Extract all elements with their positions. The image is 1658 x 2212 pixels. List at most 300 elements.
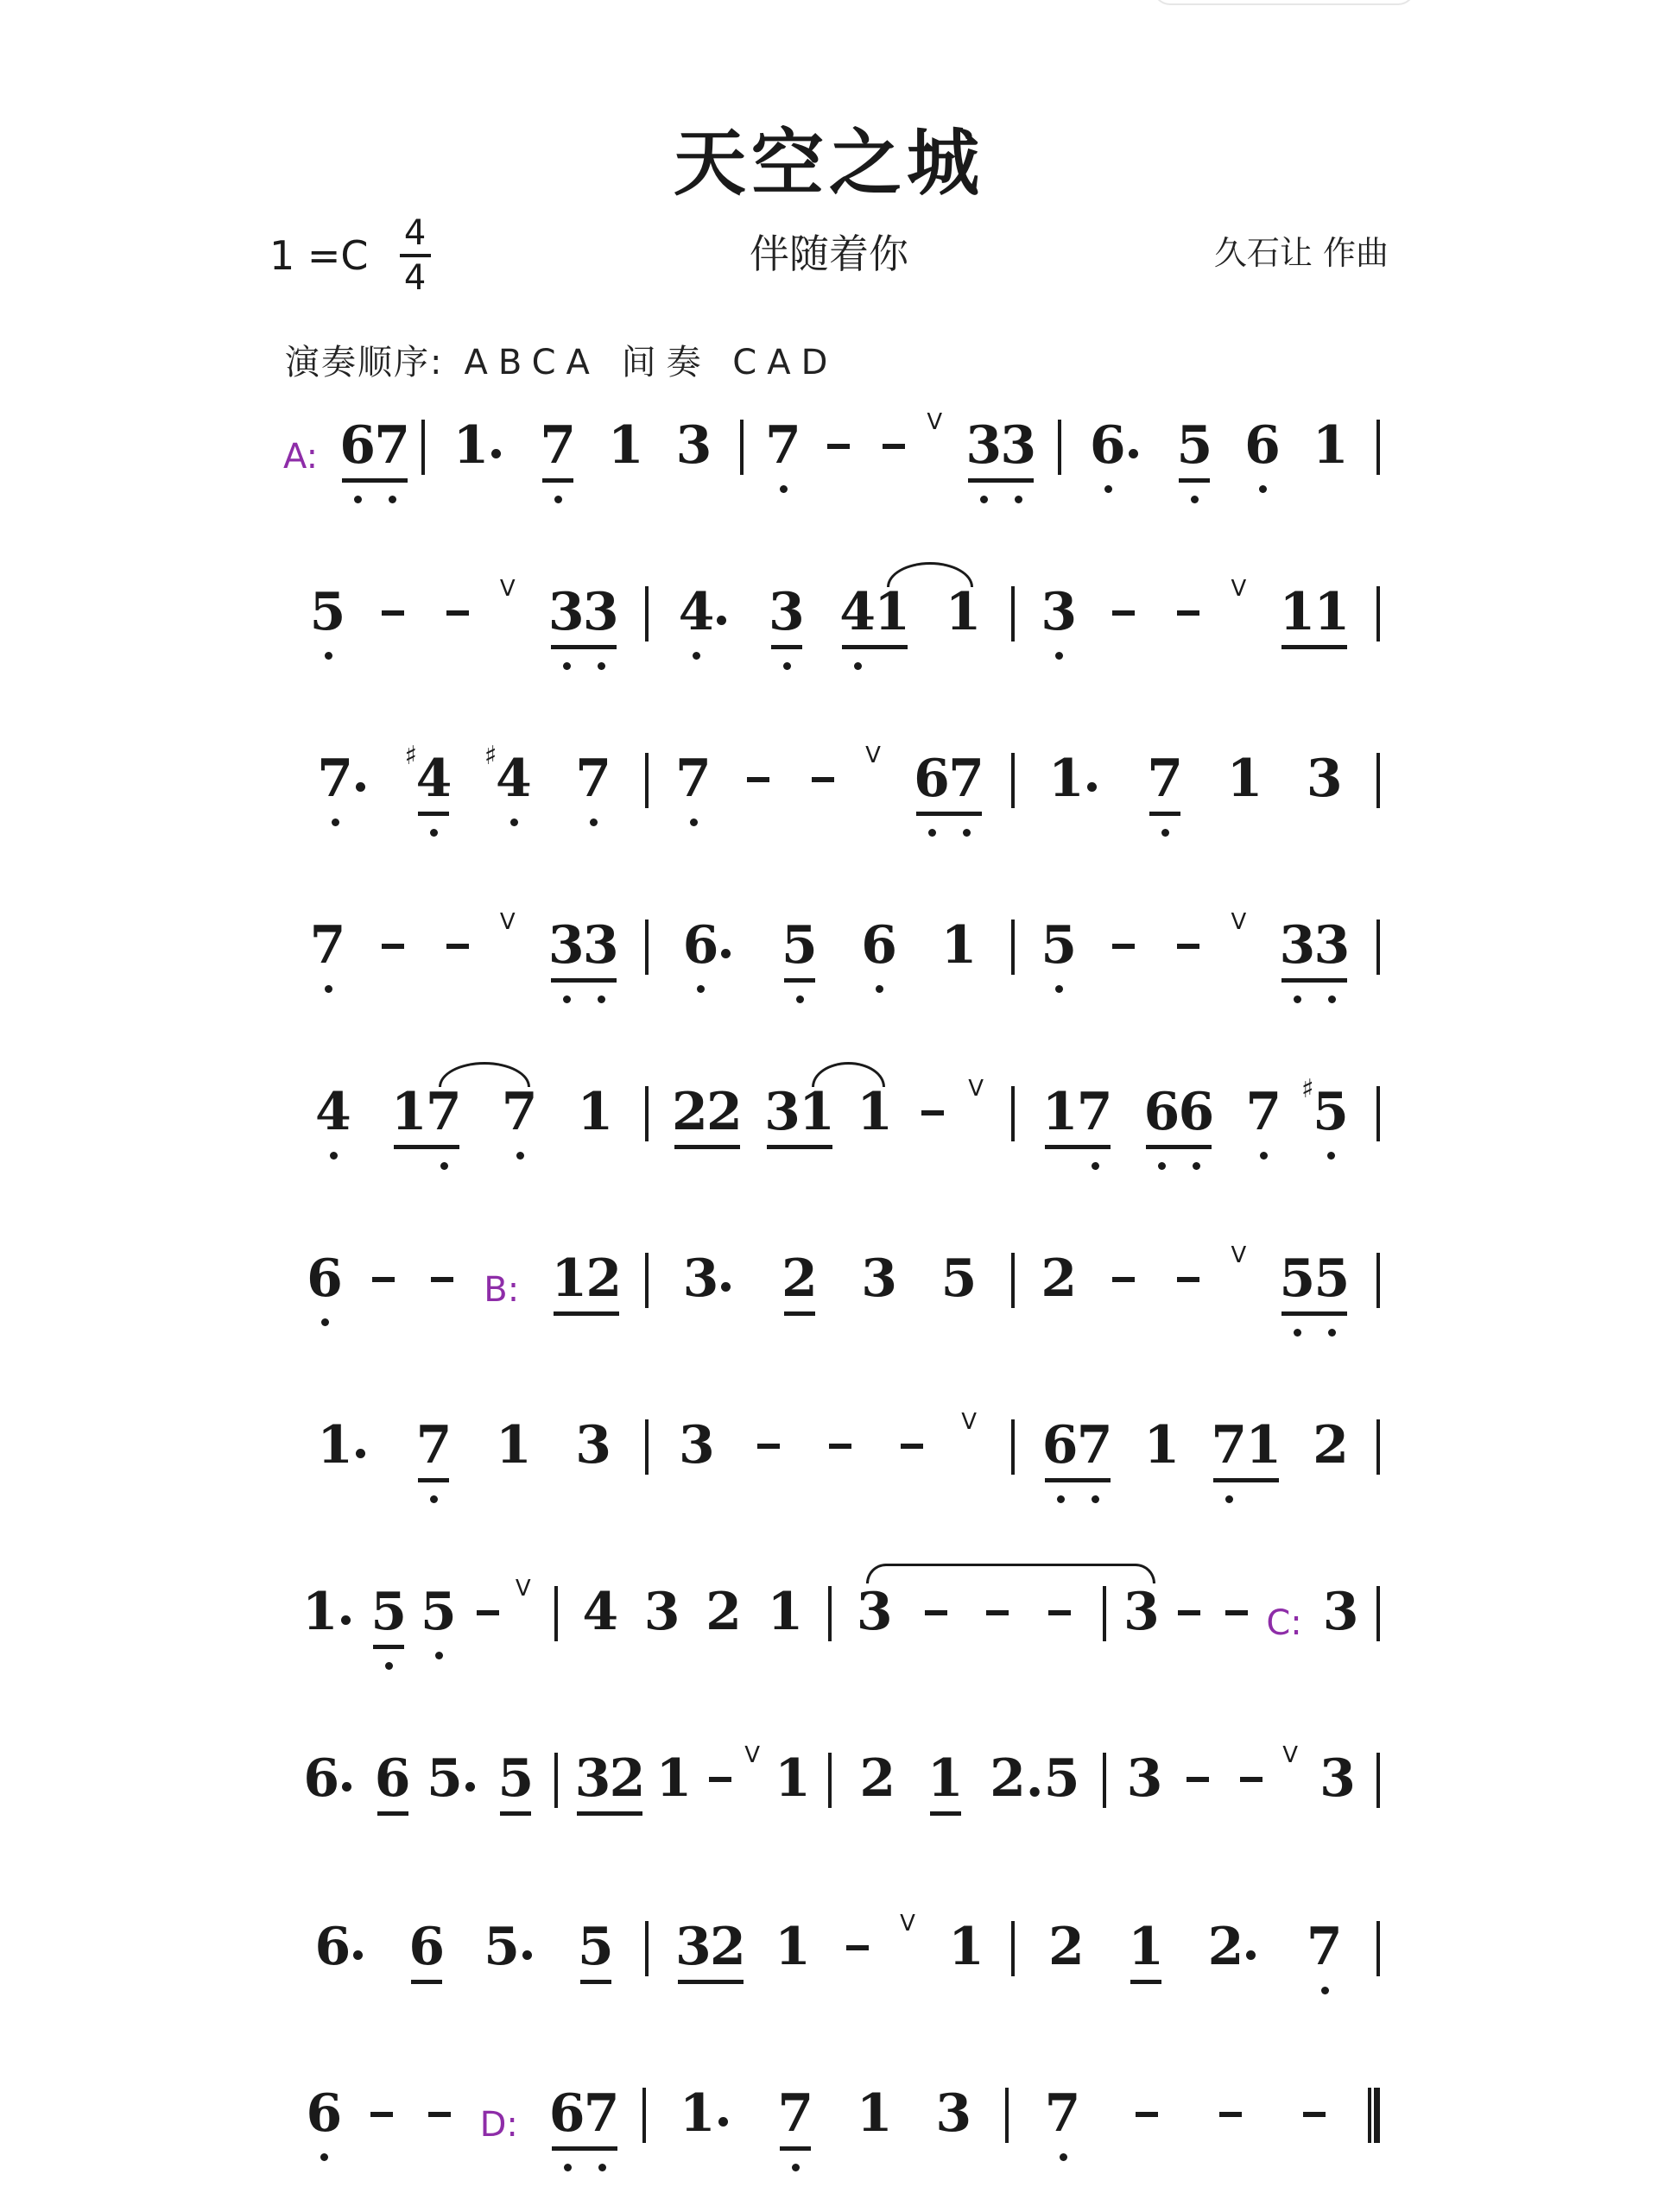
lower-octave-dot: [320, 2153, 328, 2161]
note: [857, 1581, 892, 1643]
measure: [1015, 1916, 1376, 2045]
note-number: 1: [948, 1917, 984, 1977]
duration-dash: [471, 1581, 505, 1615]
duration-dash: [440, 914, 475, 949]
breath-mark-icon: V: [865, 743, 881, 768]
beamed-group: [409, 1916, 444, 1978]
duration-dash: [1180, 1747, 1215, 1782]
note: [1144, 1414, 1179, 1476]
lower-octave-dot: [1092, 1162, 1099, 1170]
lower-octave-dot: [1015, 496, 1022, 503]
note-number: 5: [420, 1582, 457, 1642]
score-line: [283, 2082, 1380, 2212]
section-label: B:: [484, 1270, 520, 1310]
barline: [1376, 1586, 1380, 1641]
note: [552, 1248, 586, 1310]
measure: [744, 409, 1059, 544]
beamed-group: [579, 1916, 613, 1978]
note: [857, 1081, 892, 1143]
beamed-group: [1043, 1081, 1112, 1143]
note: [862, 1248, 896, 1310]
lower-octave-dot: [1259, 485, 1267, 493]
note: [1041, 914, 1076, 976]
top-handle: [1153, 0, 1415, 5]
lower-octave-dot: [1055, 652, 1063, 660]
measure: [283, 1248, 645, 1377]
note-number: 5: [309, 582, 346, 642]
note: [1307, 748, 1342, 810]
beamed-group: [1043, 1414, 1112, 1476]
note-number: 5: [427, 1748, 463, 1809]
note: [673, 1081, 707, 1143]
note-number: 2: [609, 1748, 646, 1809]
measure: [832, 1747, 1103, 1877]
note: [1314, 914, 1349, 976]
note-number: 5: [370, 1582, 408, 1642]
note: [404, 741, 452, 810]
lower-octave-dot: [510, 818, 518, 826]
duration-dash: [823, 1414, 857, 1449]
note: [1091, 414, 1125, 477]
lower-octave-dot: [1328, 995, 1336, 1003]
beamed-group: [1144, 1081, 1213, 1143]
note: [1144, 1081, 1179, 1143]
note-number: 3: [768, 582, 805, 642]
note: [1280, 581, 1314, 643]
note-number: 3: [1322, 1582, 1359, 1642]
breath-mark-icon: V: [961, 1409, 978, 1435]
duration-dash: [895, 1414, 929, 1449]
note-number: 7: [948, 749, 984, 809]
note-number: 1: [1143, 1415, 1180, 1476]
note: [503, 1081, 537, 1143]
note-number: 4: [839, 582, 876, 642]
note: [584, 581, 618, 643]
lower-octave-dot: [1327, 1152, 1335, 1160]
beamed-group: [676, 1916, 745, 1978]
measure: [649, 1911, 1010, 2045]
note-number: 7: [415, 1415, 452, 1476]
note: [949, 748, 984, 810]
note: [936, 2082, 971, 2145]
lower-octave-dot: [430, 1495, 438, 1503]
note-number: 3: [861, 1248, 898, 1309]
note-number: 4: [678, 582, 715, 642]
note-number: 5: [1313, 1248, 1351, 1309]
note-number: 1: [1245, 1415, 1282, 1476]
augmentation-dot: [353, 1950, 363, 1960]
augmentation-dot: [341, 1615, 351, 1625]
score-line: [283, 1576, 1380, 1710]
score-line: [283, 741, 1380, 877]
note-number: 2: [1313, 1415, 1349, 1476]
beamed-group: [1280, 581, 1349, 643]
note: [782, 1248, 817, 1310]
beamed-group: [1177, 414, 1212, 477]
note: [576, 748, 611, 810]
note-number: 1: [577, 1082, 614, 1142]
augmentation-dot: [721, 1282, 731, 1292]
performance-order-sequence: ABCA 间奏 CAD: [464, 343, 838, 382]
note: [584, 914, 618, 976]
measure: [283, 1081, 645, 1210]
note-number: 4: [495, 749, 532, 809]
note: [1313, 1414, 1348, 1476]
measure: [646, 2082, 1005, 2212]
note-number: 1: [927, 1748, 964, 1809]
note: [311, 581, 345, 643]
note: [1078, 1414, 1112, 1476]
final-barline: [1368, 2088, 1380, 2143]
note: [862, 914, 896, 976]
lower-octave-dot: [796, 995, 804, 1003]
beamed-group: [769, 581, 804, 643]
beamed-group: [1280, 1248, 1349, 1310]
note: [1314, 581, 1349, 643]
measure: [283, 741, 645, 877]
note-number: 3: [679, 1415, 715, 1476]
note: [1179, 1081, 1213, 1143]
note-number: 2: [710, 1917, 746, 1977]
note-number: 1: [495, 1415, 532, 1476]
note-number: 1: [1226, 749, 1263, 809]
barline: [1376, 1753, 1380, 1808]
lower-octave-dot: [1060, 2153, 1067, 2161]
note: [371, 1581, 406, 1643]
breath-mark-icon: V: [900, 1911, 915, 1937]
note: [1046, 2082, 1080, 2145]
beamed-group: [416, 1414, 451, 1476]
note: [1246, 1081, 1281, 1143]
note: [1324, 1581, 1358, 1643]
augmentation-dot: [356, 1449, 365, 1458]
note: [679, 581, 713, 643]
duration-dash: [1171, 1248, 1206, 1282]
duration-dash: [703, 1747, 737, 1782]
barline: [1376, 1253, 1380, 1308]
note-number: 5: [781, 915, 818, 976]
measure: [1106, 1742, 1377, 1877]
note: [585, 2082, 619, 2145]
barline: [1376, 586, 1380, 641]
duration-dash: [876, 414, 911, 449]
note-number: 3: [643, 1582, 680, 1642]
note-number: 1: [767, 1582, 804, 1642]
lower-octave-dot: [980, 496, 988, 503]
note-number: 7: [309, 915, 346, 976]
section-label: D:: [479, 2105, 518, 2145]
lower-octave-dot: [598, 662, 605, 670]
note: [1208, 1916, 1243, 1978]
note: [676, 414, 711, 477]
note-number: 6: [1089, 415, 1126, 476]
note-number: 7: [501, 1082, 538, 1142]
note-number: 3: [764, 1082, 801, 1142]
note: [775, 1747, 810, 1810]
beamed-group: [549, 914, 618, 976]
barline: [1376, 1921, 1380, 1976]
performance-order-label: 演奏顺序:: [285, 343, 444, 382]
note-number: 6: [339, 415, 377, 476]
note: [1041, 581, 1076, 643]
beamed-group: [340, 414, 409, 477]
note: [579, 1916, 613, 1978]
lower-octave-dot: [1158, 1162, 1166, 1170]
augmentation-dot: [342, 1782, 351, 1792]
note: [1246, 1414, 1281, 1476]
slur-arc: [812, 1062, 885, 1087]
lower-octave-dot: [598, 995, 605, 1003]
note-number: 7: [425, 1082, 462, 1142]
beamed-group: [765, 1081, 834, 1143]
beamed-group: [550, 2082, 619, 2145]
beamed-group: [575, 1747, 644, 1810]
note: [949, 1916, 984, 1978]
note: [706, 1581, 741, 1643]
augmentation-dot: [718, 2117, 728, 2127]
note: [316, 1081, 351, 1143]
note-number: 2: [585, 1248, 623, 1309]
note: [304, 1747, 339, 1810]
measure: [1015, 909, 1376, 1044]
duration-dash: [741, 748, 775, 782]
note: [1043, 1414, 1078, 1476]
beamed-group: [549, 581, 618, 643]
note: [656, 1747, 691, 1810]
note: [307, 2082, 341, 2145]
note-number: 5: [1041, 915, 1078, 976]
measure: [283, 1576, 554, 1710]
lower-octave-dot: [1328, 1329, 1336, 1337]
duration-dash: [1042, 1581, 1077, 1615]
note-number: 3: [935, 2083, 972, 2144]
breath-mark-icon: V: [968, 1076, 984, 1102]
note: [311, 914, 345, 976]
beamed-group: [1212, 1414, 1281, 1476]
measure: [558, 1742, 829, 1877]
note-number: 7: [1076, 1082, 1113, 1142]
beamed-group: [552, 1248, 621, 1310]
lower-octave-dot: [598, 2164, 606, 2171]
note: [1280, 914, 1314, 976]
note: [1177, 414, 1212, 477]
note-number: 4: [315, 1082, 351, 1142]
note: [1043, 1081, 1078, 1143]
time-signature-top: 4: [403, 213, 427, 253]
duration-dash: [751, 1414, 786, 1449]
measure: [1106, 1581, 1377, 1710]
note: [576, 1414, 611, 1476]
note-number: 6: [303, 1748, 340, 1809]
breath-mark-icon: V: [1231, 576, 1247, 602]
note-number: 6: [548, 2083, 585, 2144]
measure: [1015, 1242, 1376, 1377]
note-number: 1: [940, 915, 978, 976]
beamed-group: [392, 1081, 461, 1143]
measure: [558, 1581, 829, 1710]
note-number: 5: [940, 1248, 978, 1309]
note: [484, 741, 532, 810]
measure: [283, 2082, 642, 2212]
note-number: 1: [1312, 415, 1349, 476]
key-label: 1 =C: [269, 232, 369, 279]
beamed-group: [928, 1747, 963, 1810]
note: [676, 748, 711, 810]
lower-octave-dot: [1104, 485, 1112, 493]
lower-octave-dot: [325, 985, 332, 993]
note: [765, 1081, 800, 1143]
note: [1049, 748, 1084, 810]
measure: [1009, 2082, 1368, 2212]
note: [966, 414, 1001, 477]
note-number: 3: [1126, 1748, 1163, 1809]
note-number: 3: [675, 1917, 712, 1977]
lower-octave-dot: [430, 829, 438, 837]
barline: [1376, 1086, 1380, 1141]
measure: [649, 1409, 1010, 1544]
note-number: 7: [374, 415, 411, 476]
note: [541, 414, 575, 477]
barline: [1376, 920, 1380, 975]
note: [1227, 748, 1262, 810]
augmentation-dot: [465, 1782, 475, 1792]
lower-octave-dot: [928, 829, 936, 837]
lower-octave-dot: [854, 662, 862, 670]
note: [941, 1248, 976, 1310]
note-number: 2: [781, 1248, 818, 1309]
duration-dash: [366, 1248, 401, 1282]
note-number: 2: [1207, 1917, 1244, 1977]
note: [586, 1248, 621, 1310]
note-number: 6: [306, 2083, 343, 2144]
note-number: 5: [497, 1748, 535, 1809]
slur-arc: [887, 562, 973, 587]
measure: [283, 1747, 554, 1877]
sharp-icon: ♯: [1301, 1074, 1314, 1104]
score-line: [283, 1409, 1380, 1544]
note-number: 6: [1178, 1082, 1215, 1142]
lower-octave-dot: [697, 985, 705, 993]
lower-octave-dot: [1057, 1495, 1065, 1503]
lower-octave-dot: [332, 818, 339, 826]
note-number: 1: [551, 1248, 588, 1309]
beamed-group: [782, 914, 817, 976]
note-number: 1: [1313, 582, 1351, 642]
note: [484, 1916, 519, 1978]
note-number: 7: [764, 415, 801, 476]
breath-mark-icon: V: [499, 909, 516, 935]
note: [318, 748, 352, 810]
note-number: 1: [857, 1082, 893, 1142]
lower-octave-dot: [1193, 1162, 1200, 1170]
measure: [1015, 576, 1376, 711]
note-number: 3: [1306, 749, 1343, 809]
note-number: 5: [1279, 1248, 1316, 1309]
duration-dash: [840, 1916, 875, 1950]
beamed-group: [376, 1747, 410, 1810]
time-signature-bottom: 4: [403, 258, 427, 298]
score-line: [283, 909, 1380, 1044]
beamed-group: [1280, 914, 1349, 976]
lower-octave-dot: [1321, 1987, 1329, 1994]
score-line: [283, 1742, 1380, 1877]
note: [766, 414, 801, 477]
note: [1049, 1916, 1084, 1978]
duration-dash: [1130, 2082, 1164, 2117]
note: [857, 2082, 892, 2145]
sharp-icon: ♯: [484, 741, 497, 771]
note-number: 3: [582, 915, 619, 976]
duration-dash: [1106, 914, 1141, 949]
lower-octave-dot: [783, 662, 791, 670]
measure: [283, 1414, 645, 1544]
note: [1078, 1081, 1112, 1143]
note-number: 1: [775, 1748, 811, 1809]
note: [416, 1414, 451, 1476]
duration-dash: [376, 581, 410, 616]
note-number: 3: [965, 415, 1003, 476]
note-number: 3: [1279, 915, 1316, 976]
note-number: 3: [547, 582, 585, 642]
score-line: [283, 1074, 1380, 1210]
duration-dash: [364, 2082, 399, 2117]
lower-octave-dot: [389, 496, 396, 503]
lower-octave-dot: [1225, 1495, 1233, 1503]
score-line: [283, 1242, 1380, 1377]
note-number: 6: [914, 749, 950, 809]
breath-mark-icon: V: [515, 1576, 531, 1602]
duration-dash: [422, 2082, 457, 2117]
lower-octave-dot: [1191, 496, 1199, 503]
note: [840, 581, 875, 643]
note-number: 5: [484, 1917, 520, 1977]
lower-octave-dot: [1294, 995, 1301, 1003]
score-line: [283, 409, 1380, 544]
note: [1314, 1248, 1349, 1310]
note-number: 7: [1306, 1917, 1343, 1977]
note: [680, 1414, 714, 1476]
note: [303, 1581, 338, 1643]
lower-octave-dot: [321, 1318, 329, 1326]
beamed-group: [782, 1248, 817, 1310]
note-number: 4: [415, 749, 452, 809]
note: [711, 1916, 745, 1978]
note: [683, 1248, 718, 1310]
beamed-group: [673, 1081, 742, 1143]
note: [676, 1916, 711, 1978]
augmentation-dot: [522, 1950, 532, 1960]
note-number: 7: [1147, 749, 1184, 809]
breath-mark-icon: V: [1231, 909, 1247, 935]
lower-octave-dot: [1294, 1329, 1301, 1337]
note-number: 7: [583, 2083, 620, 2144]
slur-arc: [439, 1062, 530, 1087]
lower-octave-dot: [963, 829, 971, 837]
measure: [1015, 1074, 1376, 1210]
note-number: 7: [1044, 2083, 1081, 2144]
breath-mark-icon: V: [927, 409, 943, 435]
note-number: 3: [575, 1415, 612, 1476]
note: [914, 748, 949, 810]
breath-mark-icon: V: [744, 1742, 761, 1768]
measure: [1061, 414, 1376, 544]
note: [1148, 748, 1182, 810]
beamed-group: [498, 1747, 533, 1810]
note-number: 3: [675, 415, 712, 476]
note: [609, 414, 643, 477]
beamed-group: [404, 741, 452, 810]
note-number: 6: [1143, 1082, 1180, 1142]
